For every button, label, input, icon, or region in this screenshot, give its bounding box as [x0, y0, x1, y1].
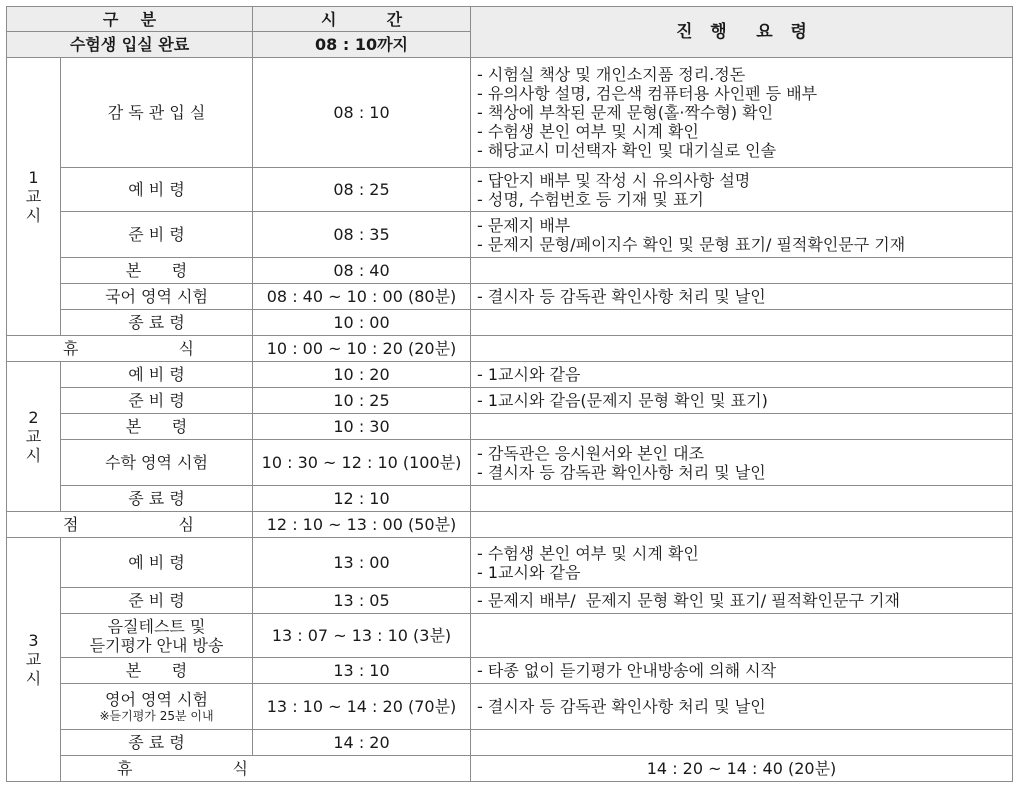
step-time: 08 : 35	[253, 212, 471, 258]
step-procedure: - 결시자 등 감독관 확인사항 처리 및 날인	[471, 284, 1013, 310]
step-time: 13 : 10 ~ 14 : 20 (70분)	[253, 684, 471, 730]
step-time: 14 : 20	[253, 730, 471, 756]
step-label: 준 비 령	[61, 588, 253, 614]
entry-label: 수험생 입실 완료	[7, 32, 253, 58]
p3-end-row	[7, 730, 1013, 756]
break-1-row	[7, 336, 1013, 362]
break-time: 14 : 20 ~ 14 : 40 (20분)	[471, 756, 1013, 782]
period-1-label: 1 교 시	[7, 58, 61, 336]
p2-exam-row	[7, 440, 1013, 486]
step-procedure: - 1교시와 같음(문제지 문형 확인 및 표기)	[471, 388, 1013, 414]
step-time: 10 : 30	[253, 414, 471, 440]
p1-ready-row	[7, 212, 1013, 258]
step-procedure: - 타종 없이 듣기평가 안내방송에 의해 시작	[471, 658, 1013, 684]
step-label: 예 비 령	[61, 538, 253, 588]
step-time: 08 : 10	[253, 58, 471, 168]
step-procedure: - 수험생 본인 여부 및 시계 확인 - 1교시와 같음	[471, 538, 1013, 588]
step-time: 08 : 40 ~ 10 : 00 (80분)	[253, 284, 471, 310]
step-time: 10 : 20	[253, 362, 471, 388]
p2-start-row	[7, 414, 1013, 440]
step-time: 08 : 25	[253, 168, 471, 212]
step-procedure	[471, 730, 1013, 756]
step-time: 13 : 05	[253, 588, 471, 614]
p3-ready-row	[7, 588, 1013, 614]
lunch-time: 12 : 10 ~ 13 : 00 (50분)	[253, 512, 471, 538]
p3-start-row	[7, 658, 1013, 684]
step-label: 국어 영역 시험	[61, 284, 253, 310]
step-procedure: - 문제지 배부 - 문제지 문형/페이지수 확인 및 문형 표기/ 필적확인문구 기재	[471, 212, 1013, 258]
step-time: 12 : 10	[253, 486, 471, 512]
step-procedure	[471, 414, 1013, 440]
step-procedure: - 문제지 배부/ 문제지 문형 확인 및 표기/ 필적확인문구 기재	[471, 588, 1013, 614]
p2-ready-row	[7, 388, 1013, 414]
lunch-row	[7, 512, 1013, 538]
step-time: 10 : 30 ~ 12 : 10 (100분)	[253, 440, 471, 486]
step-label: 예 비 령	[61, 362, 253, 388]
step-procedure	[471, 614, 1013, 658]
period-3-label: 3 교 시	[7, 538, 61, 782]
p3-prep-row	[7, 538, 1013, 588]
step-procedure	[471, 512, 1013, 538]
step-label: 준 비 령	[61, 388, 253, 414]
step-time: 13 : 00	[253, 538, 471, 588]
break-label: 휴 식	[61, 756, 471, 782]
step-procedure: - 감독관은 응시원서와 본인 대조 - 결시자 등 감독관 확인사항 처리 및 날인	[471, 440, 1013, 486]
step-procedure: - 결시자 등 감독관 확인사항 처리 및 날인	[471, 684, 1013, 730]
step-procedure: - 답안지 배부 및 작성 시 유의사항 설명 - 성명, 수험번호 등 기재 및 표기	[471, 168, 1013, 212]
p1-end-row	[7, 310, 1013, 336]
step-procedure	[471, 336, 1013, 362]
listening-note: ※듣기평가 25분 이내	[99, 709, 214, 723]
p2-end-row	[7, 486, 1013, 512]
step-label: 준 비 령	[61, 212, 253, 258]
header-procedure: 진 행 요 령	[471, 7, 1013, 58]
period-2-label: 2 교 시	[7, 362, 61, 512]
step-time: 08 : 40	[253, 258, 471, 284]
entry-time: 08 : 10까지	[253, 32, 471, 58]
p1-start-row	[7, 258, 1013, 284]
step-procedure	[471, 258, 1013, 284]
step-label: 종 료 령	[61, 730, 253, 756]
header-row	[7, 7, 1013, 32]
header-time: 시 간	[253, 7, 471, 32]
step-label: 수학 영역 시험	[61, 440, 253, 486]
step-label: 종 료 령	[61, 486, 253, 512]
step-time: 10 : 00	[253, 310, 471, 336]
break-time: 10 : 00 ~ 10 : 20 (20분)	[253, 336, 471, 362]
step-procedure: - 1교시와 같음	[471, 362, 1013, 388]
p1-exam-row	[7, 284, 1013, 310]
p3-sound-row	[7, 614, 1013, 658]
lunch-label: 점 심	[7, 512, 253, 538]
exam-schedule-table	[6, 6, 1013, 782]
break-label: 휴 식	[7, 336, 253, 362]
step-procedure	[471, 486, 1013, 512]
p1-prep-row	[7, 168, 1013, 212]
break-2-row	[7, 756, 1013, 782]
p1-supervisor-row	[7, 58, 1013, 168]
step-label: 본 령	[61, 258, 253, 284]
step-label: 본 령	[61, 658, 253, 684]
step-procedure: - 시험실 책상 및 개인소지품 정리.정돈 - 유의사항 설명, 검은색 컴퓨터용 사인펜 등 배부 - 책상에 부착된 문제 문형(홀·짝수형) 확인 - 수험생 본인 여부 및 시계 확인 - 해당교시 미선택자 확인 및 대기실로 인솔	[471, 58, 1013, 168]
p3-exam-row	[7, 684, 1013, 730]
step-label: 영어 영역 시험 ※듣기평가 25분 이내	[61, 684, 253, 730]
header-category: 구 분	[7, 7, 253, 32]
step-label: 종 료 령	[61, 310, 253, 336]
step-label: 본 령	[61, 414, 253, 440]
p2-prep-row	[7, 362, 1013, 388]
step-time: 13 : 07 ~ 13 : 10 (3분)	[253, 614, 471, 658]
step-label: 음질테스트 및 듣기평가 안내 방송	[61, 614, 253, 658]
step-label: 감 독 관 입 실	[61, 58, 253, 168]
step-label: 예 비 령	[61, 168, 253, 212]
step-time: 13 : 10	[253, 658, 471, 684]
step-time: 10 : 25	[253, 388, 471, 414]
step-procedure	[471, 310, 1013, 336]
